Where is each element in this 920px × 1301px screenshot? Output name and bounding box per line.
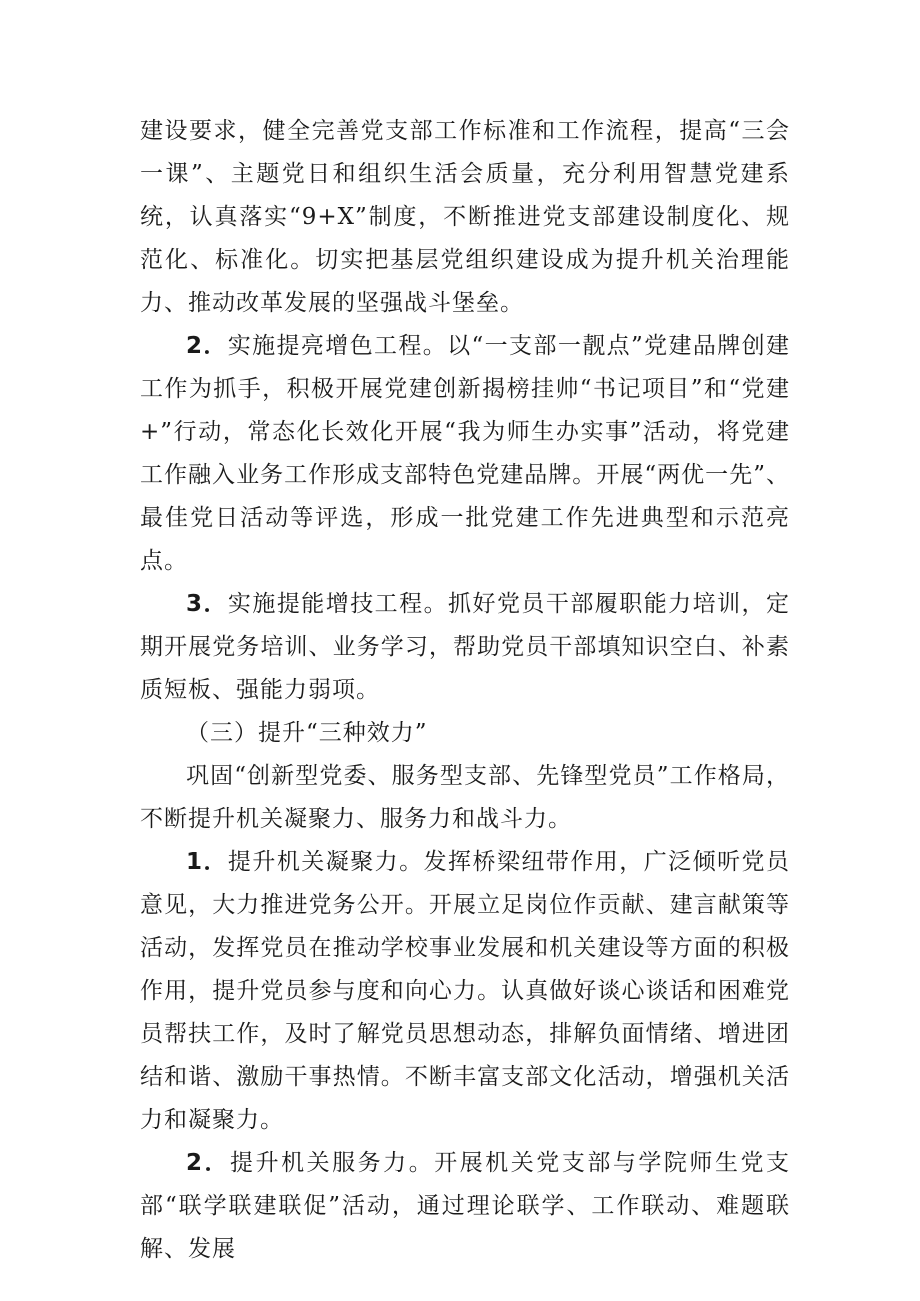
item-number: 1． <box>186 849 228 875</box>
paragraph-intro <box>140 755 790 841</box>
paragraph-text: 实施提亮增色工程。以“一支部一靓点”党建品牌创建工作为抓手，积极开展党建创新揭榜挂帅“书记项目”和“党建+”行动，常态化长效化开展“我为师生办实事”活动，将党建工作融入业务工作形成支部特色党建品牌。开展“两优一先”、最佳党日活动等评选，形成一批党建工作先进典型和示范亮点。 <box>140 333 790 574</box>
paragraph-text: 提升机关凝聚力。发挥桥梁纽带作用，广泛倾听党员意见，大力推进党务公开。开展立足岗位作贡献、建言献策等活动，发挥党员在推动学校事业发展和机关建设等方面的积极作用，提升党员参与度和向心力。认真做好谈心谈话和困难党员帮扶工作，及时了解党员思想动态，排解负面情绪、增进团结和谐、激励干事热情。不断丰富支部文化活动，增强机关活力和凝聚力。 <box>140 849 790 1133</box>
item-number: 3． <box>186 591 228 617</box>
section-heading <box>140 712 790 755</box>
paragraph-text: 提升机关服务力。开展机关党支部与学院师生党支部“联学联建联促”活动，通过理论联学、工作联动、难题联解、发展 <box>140 1150 790 1262</box>
item-number: 2． <box>186 1150 231 1176</box>
document-body <box>140 110 790 1271</box>
paragraph-continued <box>140 110 790 325</box>
item-number: 2． <box>186 333 228 359</box>
section-heading-text: （三）提升“三种效力” <box>186 720 428 746</box>
paragraph-item-3 <box>140 583 790 712</box>
paragraph-item-1 <box>140 841 790 1142</box>
paragraph-item-2b <box>140 1142 790 1271</box>
paragraph-text: 实施提能增技工程。抓好党员干部履职能力培训，定期开展党务培训、业务学习，帮助党员干部填知识空白、补素质短板、强能力弱项。 <box>140 591 790 703</box>
paragraph-item-2 <box>140 325 790 583</box>
paragraph-text: 巩固“创新型党委、服务型支部、先锋型党员”工作格局，不断提升机关凝聚力、服务力和战斗力。 <box>140 763 790 832</box>
paragraph-text: 建设要求，健全完善党支部工作标准和工作流程，提高“三会一课”、主题党日和组织生活会质量，充分利用智慧党建系统，认真落实“9+X”制度，不断推进党支部建设制度化、规范化、标准化。切实把基层党组织建设成为提升机关治理能力、推动改革发展的坚强战斗堡垒。 <box>140 118 790 316</box>
